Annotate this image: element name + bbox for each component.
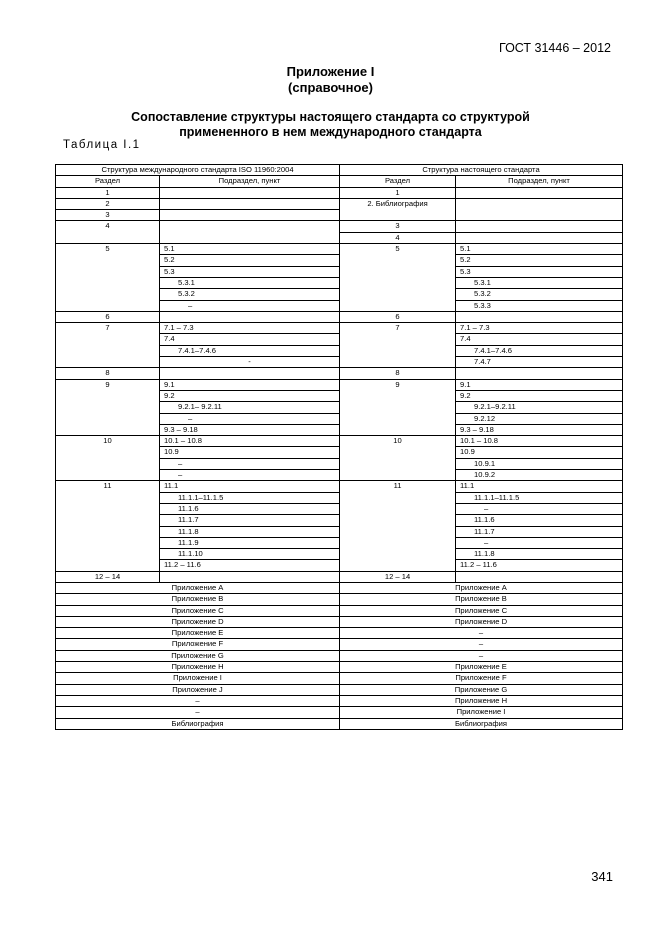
subsection-cell: 5.2	[456, 255, 623, 266]
annex-right: –	[340, 639, 623, 650]
annex-left: Приложение F	[56, 639, 340, 650]
annex-row	[56, 662, 623, 673]
annex-right: Приложение Е	[340, 662, 623, 673]
page-number: 341	[591, 869, 613, 884]
section-cell: 3	[56, 210, 160, 221]
subsection-cell	[160, 198, 340, 209]
annex-left: Приложение С	[56, 605, 340, 616]
subsection-cell: 9.1	[456, 379, 623, 390]
subsection-cell: 7.4	[160, 334, 340, 345]
table-row	[56, 244, 623, 255]
subsection-cell: 9.2	[456, 390, 623, 401]
annex-left: Приложение G	[56, 650, 340, 661]
subsection-cell: 9.2.1–9.2.11	[456, 402, 623, 413]
annex-right: –	[340, 650, 623, 661]
header-national: Структура настоящего стандарта	[340, 165, 623, 176]
subsection-cell: 11.1	[456, 481, 623, 492]
section-cell: 6	[340, 311, 456, 322]
annex-right: Приложение G	[340, 684, 623, 695]
appendix-title: Приложение I	[286, 64, 375, 79]
subsection-cell	[456, 368, 623, 379]
section-cell: 11	[340, 481, 456, 571]
subsection-cell	[160, 368, 340, 379]
subsection-cell: 10.9.1	[456, 458, 623, 469]
subsection-cell: 10.9	[160, 447, 340, 458]
table-row	[56, 436, 623, 447]
subsection-cell: 11.1.7	[160, 515, 340, 526]
annex-row	[56, 718, 623, 729]
subsection-cell	[456, 311, 623, 322]
section-cell: 12 – 14	[340, 571, 456, 582]
annex-row	[56, 684, 623, 695]
subsection-cell: –	[160, 413, 340, 424]
appendix-heading	[0, 64, 661, 96]
subsection-cell	[456, 571, 623, 582]
section-cell: 4	[340, 232, 456, 243]
annex-left: Приложение Е	[56, 628, 340, 639]
table-row	[56, 368, 623, 379]
subsection-cell: 5.1	[456, 244, 623, 255]
annex-row	[56, 582, 623, 593]
annex-row	[56, 707, 623, 718]
annex-row	[56, 628, 623, 639]
subsection-cell: 11.1.9	[160, 537, 340, 548]
appendix-subtitle: (справочное)	[288, 80, 373, 95]
section-cell: 2. Библиография	[340, 198, 456, 221]
header-international: Структура международного стандарта ISO 11960:2004	[56, 165, 340, 176]
subsection-cell: –	[456, 537, 623, 548]
annex-left: Приложение D	[56, 616, 340, 627]
subsection-cell: 9.2	[160, 390, 340, 401]
subsection-cell: 7.1 – 7.3	[160, 323, 340, 334]
subsection-cell: 7.1 – 7.3	[456, 323, 623, 334]
subsection-cell: 7.4.1–7.4.6	[160, 345, 340, 356]
annex-row	[56, 695, 623, 706]
annex-row	[56, 616, 623, 627]
subsection-cell: 9.2.1– 9.2.11	[160, 402, 340, 413]
section-cell: 8	[340, 368, 456, 379]
subsection-cell	[456, 198, 623, 221]
subsection-cell: 9.3 – 9.18	[456, 424, 623, 435]
subsection-cell: 5.3	[160, 266, 340, 277]
annex-right: Библиография	[340, 718, 623, 729]
annex-right: Приложение С	[340, 605, 623, 616]
subsection-cell: 9.2.12	[456, 413, 623, 424]
subsection-cell: 10.9	[456, 447, 623, 458]
annex-right: Приложение F	[340, 673, 623, 684]
section-cell: 5	[340, 244, 456, 312]
section-cell: 11	[56, 481, 160, 571]
annex-right: Приложение D	[340, 616, 623, 627]
annex-left: Приложение J	[56, 684, 340, 695]
subsection-cell: 11.2 – 11.6	[456, 560, 623, 571]
section-cell: 9	[56, 379, 160, 435]
table-row	[56, 311, 623, 322]
subsection-cell: 7.4.7	[456, 357, 623, 368]
subsection-cell: 11.1.6	[456, 515, 623, 526]
comparison-table	[55, 164, 623, 730]
subsection-cell: 10.1 – 10.8	[456, 436, 623, 447]
subsection-cell: –	[160, 470, 340, 481]
section-cell: 1	[340, 187, 456, 198]
subsection-cell: 7.4.1–7.4.6	[456, 345, 623, 356]
subsection-cell	[160, 187, 340, 198]
header-section-right: Раздел	[340, 176, 456, 187]
subsection-cell	[456, 232, 623, 243]
subsection-cell: 10.1 – 10.8	[160, 436, 340, 447]
subsection-cell: 11.1.6	[160, 503, 340, 514]
annex-row	[56, 594, 623, 605]
subsection-cell: -	[160, 357, 340, 368]
header-section-left: Раздел	[56, 176, 160, 187]
annex-right: Приложение А	[340, 582, 623, 593]
annex-left: –	[56, 695, 340, 706]
table-row	[56, 187, 623, 198]
annex-right: –	[340, 628, 623, 639]
annex-left: Приложение Н	[56, 662, 340, 673]
subsection-cell: 5.3.2	[160, 289, 340, 300]
table-row	[56, 198, 623, 209]
document-title	[0, 110, 661, 140]
header-subsection-right: Подраздел, пункт	[456, 176, 623, 187]
annex-row	[56, 650, 623, 661]
table-row	[56, 323, 623, 334]
annex-right: Приложение I	[340, 707, 623, 718]
annex-row	[56, 605, 623, 616]
subsection-cell: 10.9.2	[456, 470, 623, 481]
section-cell: 10	[56, 436, 160, 481]
table-row	[56, 481, 623, 492]
subsection-cell: 5.2	[160, 255, 340, 266]
section-cell: 6	[56, 311, 160, 322]
annex-row	[56, 673, 623, 684]
subsection-cell	[456, 187, 623, 198]
annex-left: Приложение I	[56, 673, 340, 684]
section-cell: 1	[56, 187, 160, 198]
section-cell: 2	[56, 198, 160, 209]
annex-left: Приложение В	[56, 594, 340, 605]
section-cell: 5	[56, 244, 160, 312]
subsection-cell: 5.3	[456, 266, 623, 277]
subsection-cell	[456, 221, 623, 232]
annex-right: Приложение В	[340, 594, 623, 605]
title-line-1: Сопоставление структуры настоящего стандарта со структурой	[131, 110, 530, 124]
section-cell: 8	[56, 368, 160, 379]
subsection-cell: 11.1.1–11.1.5	[160, 492, 340, 503]
subsection-cell: 5.3.3	[456, 300, 623, 311]
header-subsection-left: Подраздел, пункт	[160, 176, 340, 187]
table-row	[56, 379, 623, 390]
section-cell: 10	[340, 436, 456, 481]
subsection-cell: 11.1.10	[160, 549, 340, 560]
standard-code: ГОСТ 31446 – 2012	[499, 41, 611, 55]
subsection-cell: 5.3.1	[160, 277, 340, 288]
section-cell: 12 – 14	[56, 571, 160, 582]
subsection-cell: 11.1.8	[160, 526, 340, 537]
section-cell: 7	[340, 323, 456, 368]
annex-left: Библиография	[56, 718, 340, 729]
subsection-cell	[160, 210, 340, 221]
subsection-cell: 5.1	[160, 244, 340, 255]
subsection-cell: 5.3.1	[456, 277, 623, 288]
table-row	[56, 221, 623, 232]
annex-right: Приложение Н	[340, 695, 623, 706]
subsection-cell	[160, 311, 340, 322]
subsection-cell	[160, 571, 340, 582]
annex-left: Приложение А	[56, 582, 340, 593]
table-label: Таблица I.1	[63, 139, 141, 151]
annex-row	[56, 639, 623, 650]
subsection-cell: –	[160, 458, 340, 469]
subsection-cell: 11.2 – 11.6	[160, 560, 340, 571]
subsection-cell: 9.3 – 9.18	[160, 424, 340, 435]
section-cell: 4	[56, 221, 160, 244]
annex-left: –	[56, 707, 340, 718]
subsection-cell: 9.1	[160, 379, 340, 390]
subsection-cell: 11.1.8	[456, 549, 623, 560]
subsection-cell: –	[160, 300, 340, 311]
section-cell: 7	[56, 323, 160, 368]
subsection-cell: 7.4	[456, 334, 623, 345]
subsection-cell: 11.1.7	[456, 526, 623, 537]
title-line-2: примененного в нем международного стандарта	[179, 125, 482, 139]
table-row	[56, 571, 623, 582]
section-cell: 9	[340, 379, 456, 435]
section-cell: 3	[340, 221, 456, 232]
subsection-cell: 5.3.2	[456, 289, 623, 300]
subsection-cell: –	[456, 503, 623, 514]
subsection-cell	[160, 221, 340, 244]
subsection-cell: 11.1.1–11.1.5	[456, 492, 623, 503]
subsection-cell: 11.1	[160, 481, 340, 492]
